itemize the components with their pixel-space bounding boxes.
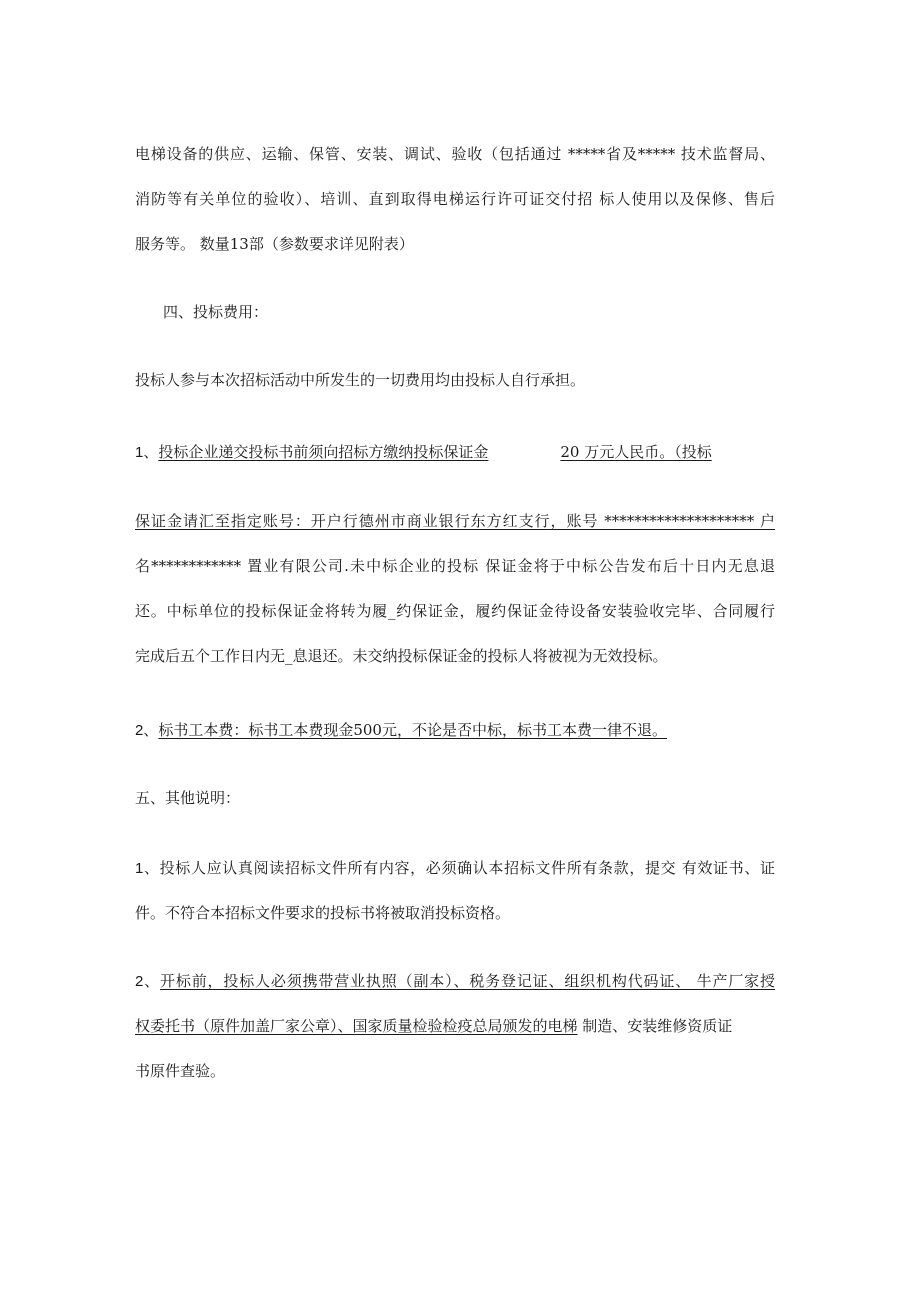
- opening-docs-line-2: 权委托书（原件加盖厂家公章）、国家质量检验检疫总局颁发的电梯 制造、安装维修资质证: [135, 1017, 733, 1035]
- bid-bond-line-2: 保证金请汇至指定账号：开户行德州市商业银行东方红支行，账号 ******************** 户: [135, 512, 775, 530]
- scope-line-2: 消防等有关单位的验收）、培训、直到取得电梯运行许可证交付招 标人使用以及保修、售后: [135, 190, 775, 208]
- opening-docs-line-1: 2、开标前，投标人必须携带营业执照（副本）、税务登记证、组织机构代码证、 牛产厂家授: [135, 972, 775, 990]
- read-docs-line-1: 1、投标人应认真阅读招标文件所有内容，必须确认本招标文件所有条款，提交 有效证书、证: [135, 859, 775, 877]
- item-number: 1、: [135, 444, 159, 461]
- bid-bond-line-3: 名************ 置业有限公司.未中标企业的投标 保证金将于中标公告发布后十日内无息退: [135, 557, 775, 575]
- bid-bond-amount: 20 万元人民币。（投标: [560, 443, 712, 461]
- read-docs-line-2: 件。不符合本招标文件要求的投标书将被取消投标资格。: [135, 904, 511, 922]
- item-number: 1、: [135, 860, 160, 877]
- bid-bond-line-5: 完成后五个工作日内无_息退还。未交纳投标保证金的投标人将被视为无效投标。: [135, 647, 668, 665]
- bid-bond-text: 投标企业递交投标书前须向招标方缴纳投标保证金: [158, 443, 489, 461]
- tender-fee-line: [135, 720, 775, 741]
- scope-line-1: 电梯设备的供应、运输、保管、安装、调试、验收（包括通过 *****省及***** 技术监督局、: [135, 145, 775, 163]
- section-5-heading: 五、其他说明：: [135, 789, 241, 807]
- scope-line-3: 服务等。 数量13部（参数要求详见附表）: [135, 235, 414, 253]
- section-4-heading: 四、投标费用：: [163, 303, 269, 321]
- item-number: 2、: [135, 973, 161, 990]
- blank-gap: [488, 442, 560, 462]
- item-number: 2、: [135, 722, 159, 739]
- opening-docs-line-3: 书原件查验。: [135, 1062, 226, 1080]
- bid-bond-line-1: [135, 442, 775, 463]
- tender-fee-text: 标书工本费：标书工本费现金500元，不论是否中标，标书工本费一律不退。: [158, 721, 667, 739]
- section-4-intro: 投标人参与本次招标活动中所发生的一切费用均由投标人自行承担。: [135, 371, 586, 389]
- bid-bond-line-4: 还。中标单位的投标保证金将转为履_约保证金，履约保证金待设备安装验收完毕、合同履行: [135, 602, 775, 620]
